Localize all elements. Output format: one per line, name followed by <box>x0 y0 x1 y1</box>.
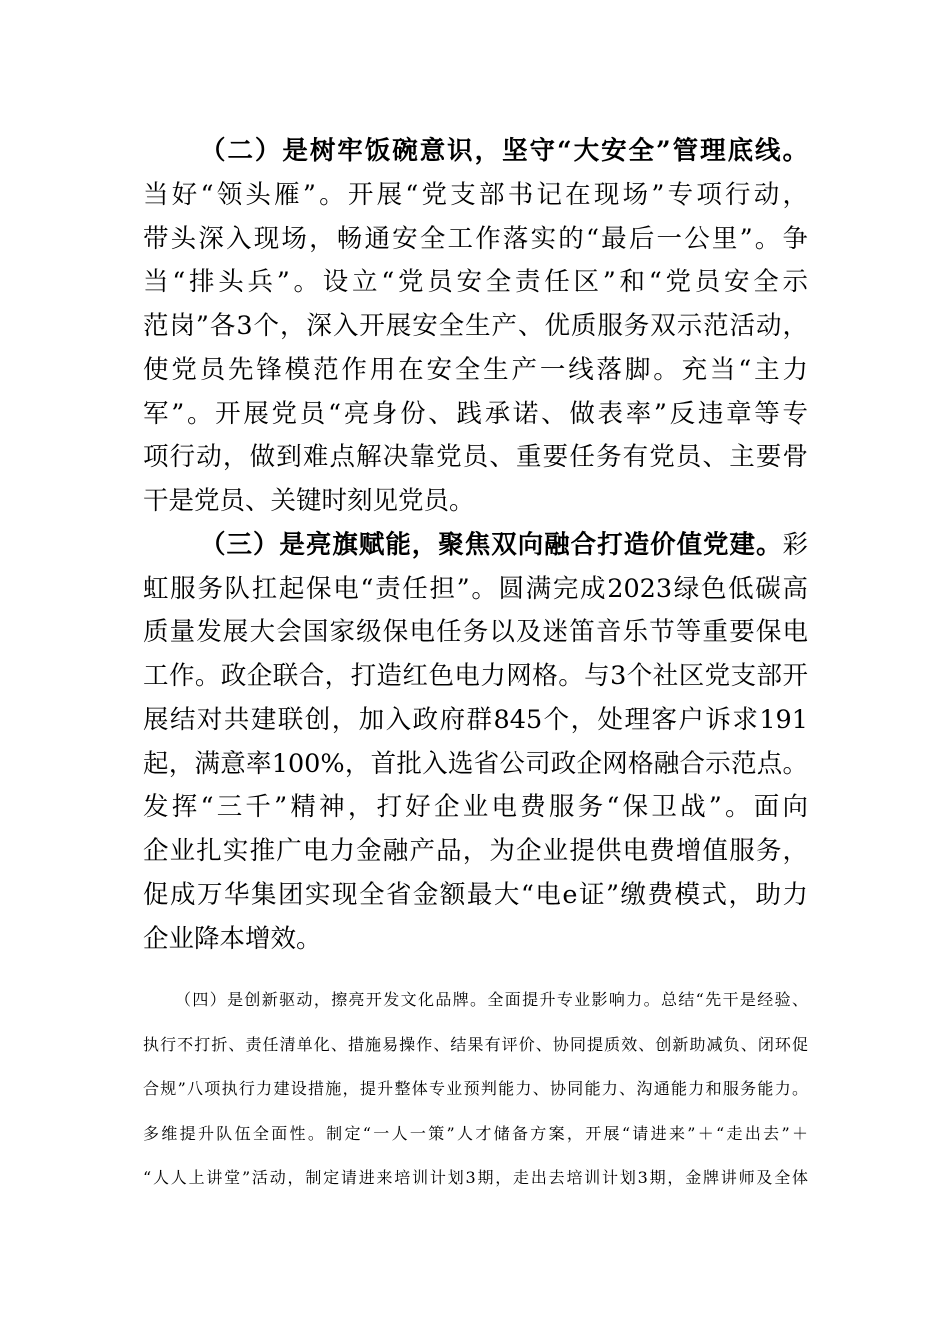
text-line: 虹服务队扛起保电“责任担”。圆满完成2023绿色低碳高 <box>143 573 808 604</box>
section-3-heading: （三）是亮旗赋能，聚焦双向融合打造价值党建。 <box>200 529 783 560</box>
text-line: 当好“领头雁”。开展“党支部书记在现场”专项行动， <box>143 179 808 210</box>
text-line: （四）是创新驱动，擦亮开发文化品牌。全面提升专业影响力。总结“先干是经验、 <box>175 990 808 1009</box>
text-line: 当“排头兵”。设立“党员安全责任区”和“党员安全示 <box>143 267 808 298</box>
text-line: 展结对共建联创，加入政府群845个，处理客户诉求191 <box>143 704 808 735</box>
text-line: 企业降本增效。 <box>143 923 322 954</box>
text-line: 项行动，做到难点解决靠党员、重要任务有党员、主要骨 <box>143 442 808 473</box>
text-line: “人人上讲堂”活动，制定请进来培训计划3期，走出去培训计划3期，金牌讲师及全体 <box>143 1168 808 1187</box>
text-line: 带头深入现场，畅通安全工作落实的“最后一公里”。争 <box>143 223 808 254</box>
section-2-heading: （二）是树牢饭碗意识，坚守“大安全”管理底线。 <box>200 136 808 166</box>
text-line: 范岗”各3个，深入开展安全生产、优质服务双示范活动， <box>143 311 808 341</box>
text-line: 发挥“三千”精神，打好企业电费服务“保卫战”。面向 <box>143 792 808 823</box>
main-text-block <box>143 130 808 961</box>
text-line: 起，满意率100%，首批入选省公司政企网格融合示范点。 <box>143 748 808 779</box>
section-3-heading-line <box>143 524 808 568</box>
section-4-text-block <box>143 978 808 1201</box>
text-line: 干是党员、关键时刻见党员。 <box>143 486 475 516</box>
text-line: 质量发展大会国家级保电任务以及迷笛音乐节等重要保电 <box>143 617 808 648</box>
text-line: 工作。政企联合，打造红色电力网格。与3个社区党支部开 <box>143 661 808 691</box>
text-line: 企业扎实推广电力金融产品，为企业提供电费增值服务， <box>143 836 808 866</box>
text-line: 合规”八项执行力建设措施，提升整体专业预判能力、协同能力、沟通能力和服务能力。 <box>143 1079 808 1098</box>
text-line: 多维提升队伍全面性。制定“一人一策”人才储备方案，开展“请进来”＋“走出去”＋ <box>143 1123 808 1143</box>
text-line: 执行不打折、责任清单化、措施易操作、结果有评价、协同提质效、创新助减负、闭环促 <box>143 1034 808 1054</box>
text-line: 使党员先锋模范作用在安全生产一线落脚。充当“主力 <box>143 354 808 385</box>
text-line: 军”。开展党员“亮身份、践承诺、做表率”反违章等专 <box>143 398 808 429</box>
section-2-heading-line <box>143 130 808 174</box>
text-line: 促成万华集团实现全省金额最大“电e证”缴费模式，助力 <box>143 879 808 910</box>
section-3-heading-tail: 彩 <box>782 529 808 560</box>
